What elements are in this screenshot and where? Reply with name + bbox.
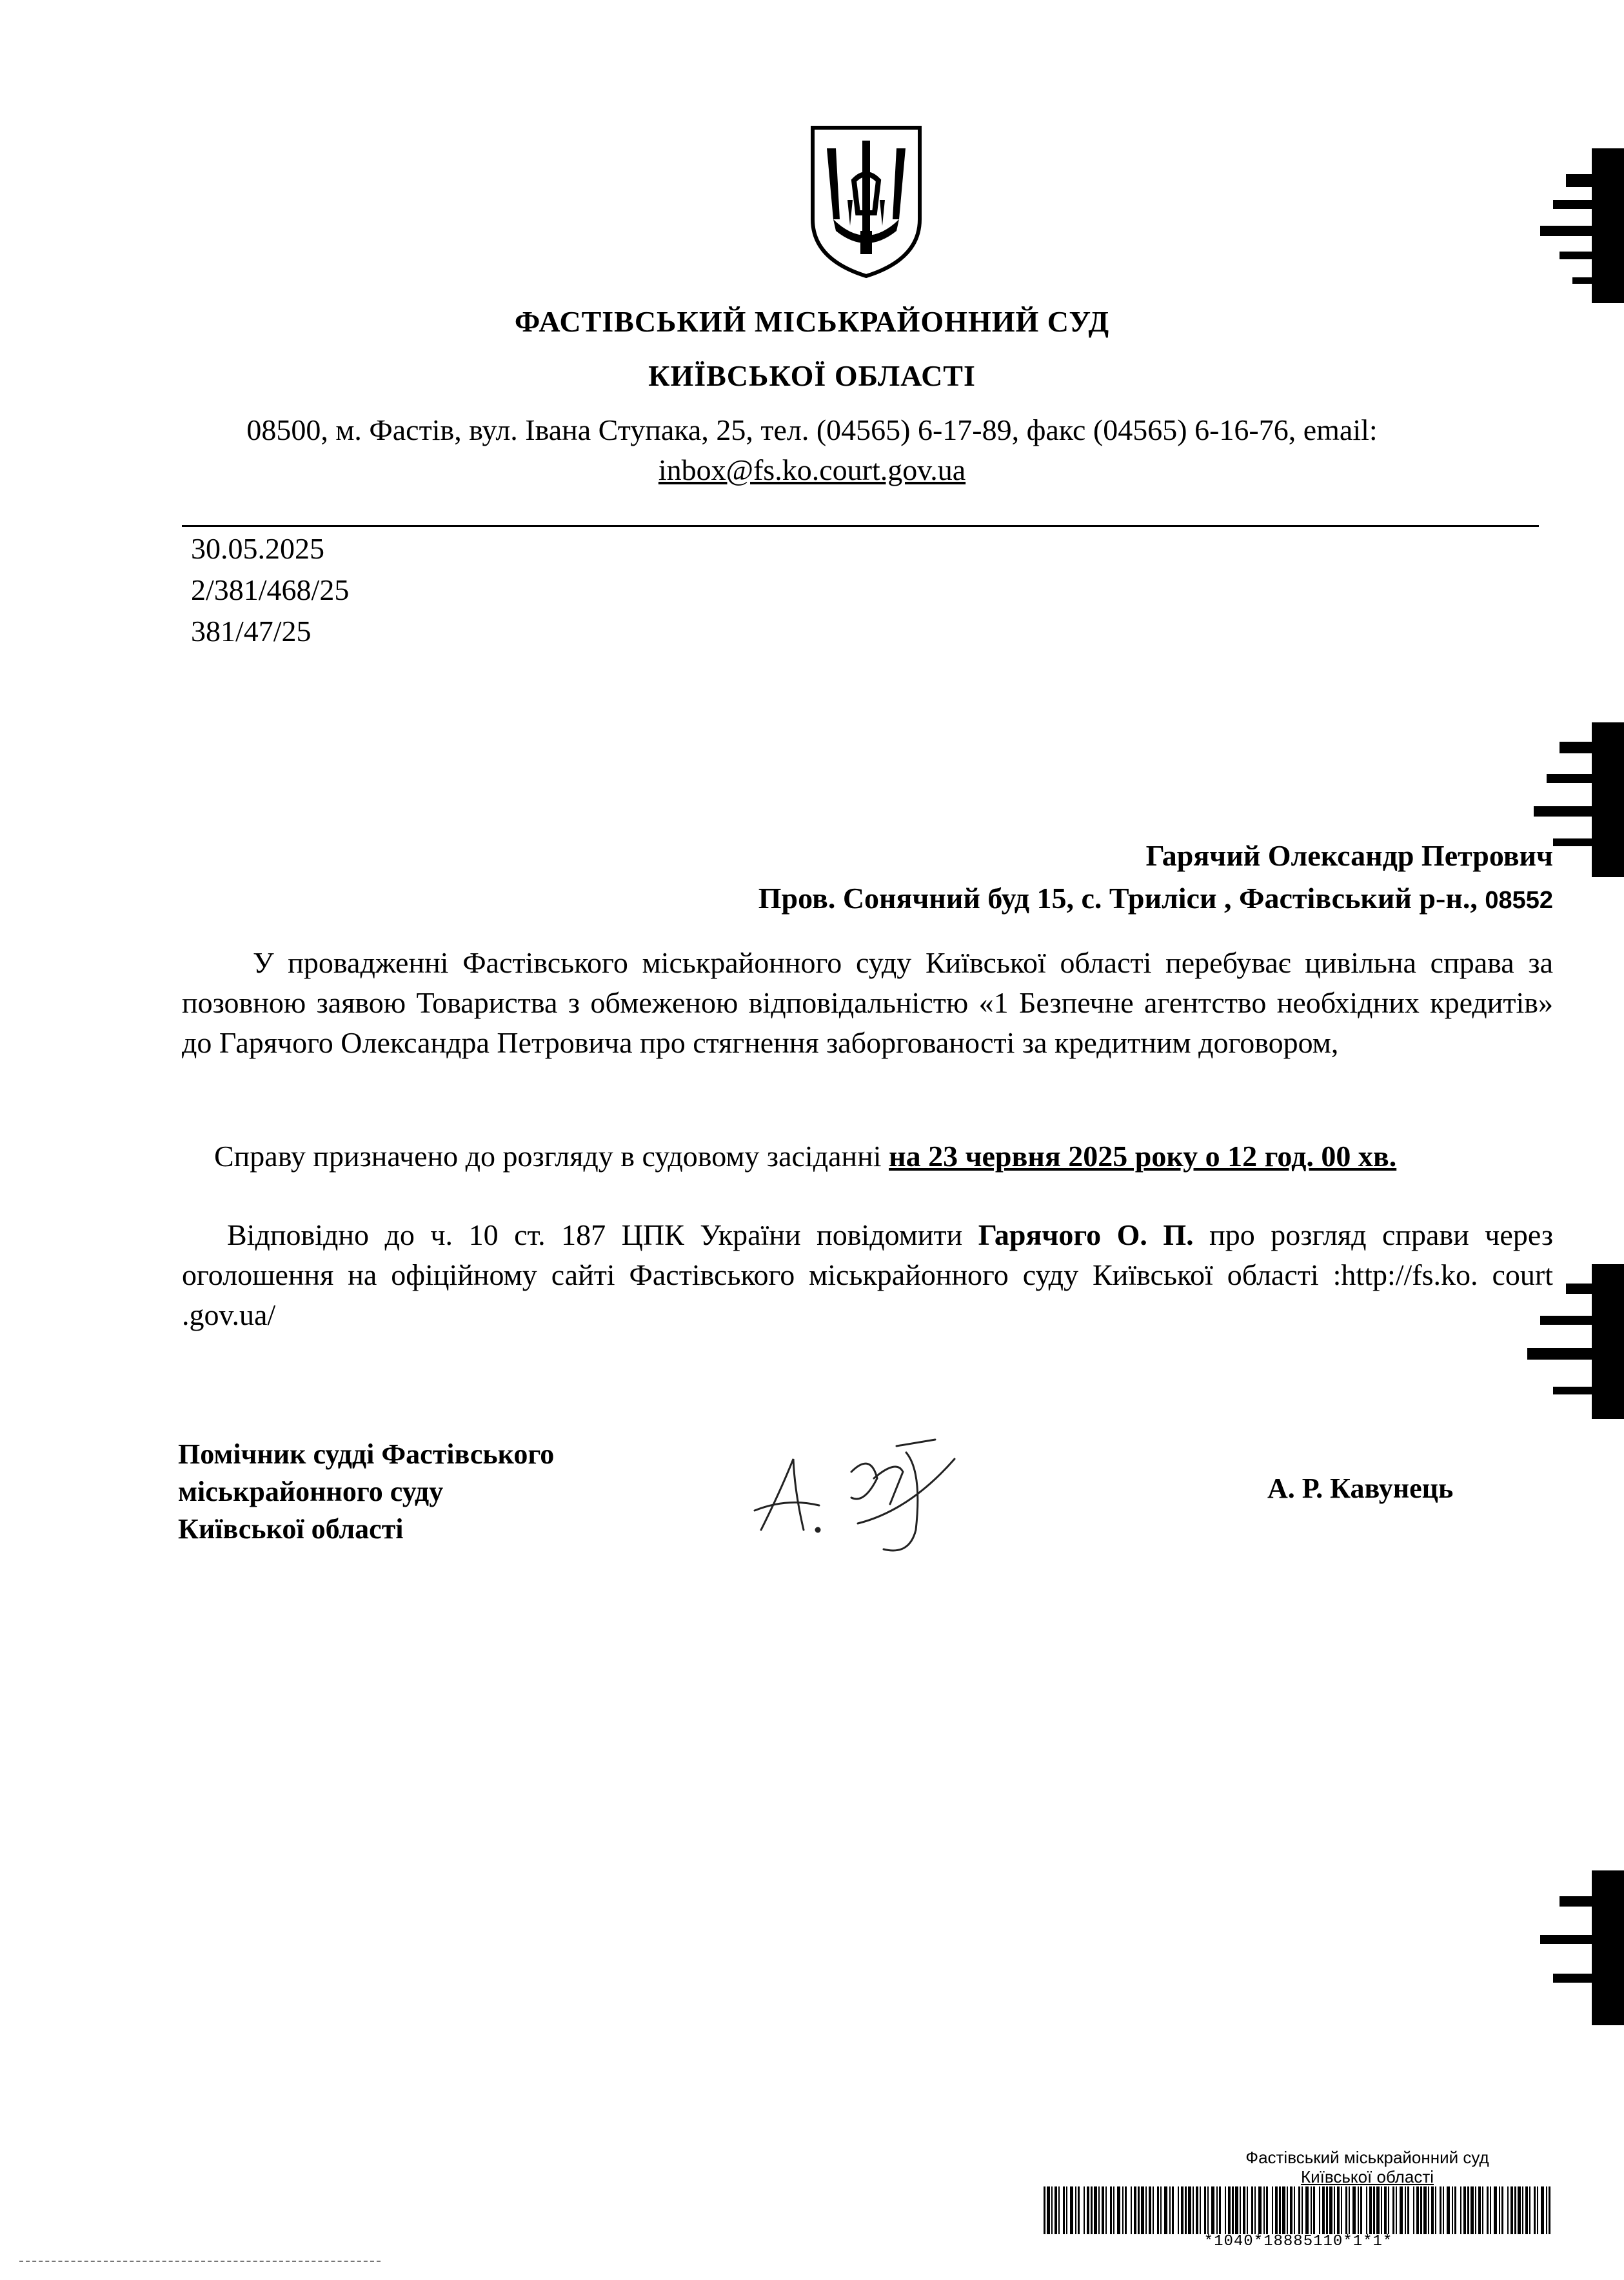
barcode-bar xyxy=(1172,2186,1174,2234)
barcode-bar xyxy=(1044,2186,1045,2234)
court-email-link[interactable]: inbox@fs.ko.court.gov.ua xyxy=(658,453,966,486)
hearing-text: Справу призначено до розгляду в судовому засіданні xyxy=(214,1140,889,1173)
barcode-bar xyxy=(1349,2186,1350,2234)
notice-text-after: про розгляд справи через оголошення на офіційному сайті Фастівського міськрайонного суду Київської області :http://fs.ko. court .gov.ua/ xyxy=(182,1218,1553,1331)
court-email xyxy=(0,453,1624,487)
handwritten-signature xyxy=(742,1433,974,1562)
barcode-bar xyxy=(1113,2186,1114,2234)
signer-title-line-1: Помічник судді Фастівського xyxy=(178,1438,555,1470)
coat-of-arms-icon xyxy=(807,123,925,280)
barcode-bar xyxy=(1443,2186,1444,2234)
barcode-bar xyxy=(1366,2186,1367,2234)
barcode-bar xyxy=(1178,2186,1179,2234)
barcode-bar xyxy=(1507,2186,1509,2234)
barcode-bar xyxy=(1420,2186,1422,2234)
barcode-bar xyxy=(1319,2186,1320,2234)
scan-artifact xyxy=(1514,148,1624,303)
court-address: 08500, м. Фастів, вул. Івана Ступака, 25, тел. (04565) 6-17-89, факс (04565) 6-16-76, email: xyxy=(246,413,1378,446)
barcode-bar xyxy=(1400,2186,1403,2234)
stamp-court-region: Київської області xyxy=(1300,2167,1434,2186)
court-name: ФАСТІВСЬКИЙ МІСЬКРАЙОННИЙ СУД xyxy=(514,305,1110,338)
barcode-bar xyxy=(1102,2186,1104,2234)
barcode-bar xyxy=(1105,2186,1107,2234)
barcode-bar xyxy=(1051,2186,1053,2234)
barcode-text: *1040*18885110*1*1* xyxy=(1203,2233,1393,2250)
barcode-bar xyxy=(1440,2186,1441,2234)
barcode-bar xyxy=(1169,2186,1171,2234)
addressee-postcode: 08552 xyxy=(1485,887,1553,914)
barcode-bar xyxy=(1055,2186,1057,2234)
barcode-bar xyxy=(1266,2186,1268,2234)
barcode-bar xyxy=(1228,2186,1231,2234)
barcode-bar xyxy=(1066,2186,1067,2234)
barcode-bar xyxy=(1405,2186,1406,2234)
body-paragraph-1: У провадженні Фастівського міськрайонного суду Київської області перебуває цивільна справа за позовною заявою Товариства з обмеженою відповідальністю «1 Безпечне агентство необхідних кредитів» до Гарячого Олександра Петровича про стягнення заборгованості за кредитним договором, xyxy=(182,946,1553,1059)
signer-title-line-3: Київської області xyxy=(178,1513,404,1545)
barcode-bar xyxy=(1200,2186,1201,2234)
barcode-bar xyxy=(1058,2186,1060,2234)
signer-title xyxy=(178,1436,694,1548)
barcode-icon xyxy=(1044,2186,1553,2234)
signer-name: А. Р. Кавунець xyxy=(1267,1472,1454,1504)
barcode-bar xyxy=(1138,2186,1140,2234)
scan-artifact xyxy=(1514,1264,1624,1419)
barcode-bar xyxy=(1534,2186,1536,2234)
barcode-bar xyxy=(1117,2186,1120,2234)
barcode-bar xyxy=(1396,2186,1397,2234)
barcode-bar xyxy=(1063,2186,1065,2234)
defendant-short-name: Гарячого О. П. xyxy=(978,1218,1194,1251)
barcode-bar xyxy=(1334,2186,1335,2234)
outgoing-number: 381/47/25 xyxy=(191,615,312,648)
barcode-bar xyxy=(1232,2186,1234,2234)
addressee-street: Пров. Сонячний буд 15, с. Триліси , Фастівський р-н., xyxy=(758,882,1478,915)
barcode-bar xyxy=(1546,2186,1547,2234)
barcode-bar xyxy=(1193,2186,1194,2234)
barcode-bar xyxy=(1460,2186,1461,2234)
barcode-bar xyxy=(1275,2186,1278,2234)
barcode-bar xyxy=(1494,2186,1497,2234)
barcode-bar xyxy=(1311,2186,1312,2234)
barcode-bar xyxy=(1305,2186,1309,2234)
barcode-bar xyxy=(1258,2186,1262,2234)
barcode-bar xyxy=(1134,2186,1136,2234)
barcode-bar xyxy=(1185,2186,1187,2234)
barcode-bar xyxy=(1529,2186,1530,2234)
barcode-bar xyxy=(1384,2186,1387,2234)
barcode-bar xyxy=(1157,2186,1159,2234)
document-date: 30.05.2025 xyxy=(191,532,324,565)
barcode-bar xyxy=(1482,2186,1483,2234)
barcode-bar xyxy=(1475,2186,1476,2234)
court-region: КИЇВСЬКОЇ ОБЛАСТІ xyxy=(648,359,976,392)
header-divider xyxy=(182,525,1539,527)
barcode-bar xyxy=(1287,2186,1288,2234)
barcode-bar xyxy=(1407,2186,1409,2234)
barcode-bar xyxy=(1428,2186,1429,2234)
barcode-bar xyxy=(1471,2186,1474,2234)
barcode-bar xyxy=(1413,2186,1414,2234)
barcode-bar xyxy=(1211,2186,1214,2234)
hearing-date: на 23 червня 2025 року о 12 год. 00 хв. xyxy=(889,1140,1397,1173)
barcode-bar xyxy=(1423,2186,1427,2234)
barcode-bar xyxy=(1098,2186,1100,2234)
barcode-bar xyxy=(1164,2186,1167,2234)
body-paragraph-3 xyxy=(182,1215,1553,1335)
barcode-bar xyxy=(1431,2186,1434,2234)
barcode-bar xyxy=(1298,2186,1300,2234)
barcode-bar xyxy=(1360,2186,1362,2234)
barcode-bar xyxy=(1131,2186,1132,2234)
barcode-bar xyxy=(1110,2186,1112,2234)
barcode-bar xyxy=(1490,2186,1491,2234)
signer-title-line-2: міськрайонного суду xyxy=(178,1476,444,1507)
barcode-bar xyxy=(1541,2186,1544,2234)
barcode-bar xyxy=(1454,2186,1456,2234)
case-number: 2/381/468/25 xyxy=(191,573,350,606)
barcode-bar xyxy=(1435,2186,1436,2234)
addressee-address xyxy=(758,881,1553,915)
barcode-bar xyxy=(1204,2186,1206,2234)
barcode-bar xyxy=(1416,2186,1419,2234)
barcode-bar xyxy=(1153,2186,1154,2234)
barcode-bar xyxy=(1522,2186,1523,2234)
barcode-bar xyxy=(1525,2186,1528,2234)
barcode-bar xyxy=(1352,2186,1356,2234)
barcode-bar xyxy=(1478,2186,1481,2234)
barcode-bar xyxy=(1369,2186,1372,2234)
barcode-bar xyxy=(1225,2186,1226,2234)
barcode-bar xyxy=(1381,2186,1382,2234)
barcode-bar xyxy=(1537,2186,1538,2234)
barcode-bar xyxy=(1463,2186,1466,2234)
barcode-bar xyxy=(1047,2186,1050,2234)
barcode-bar xyxy=(1290,2186,1292,2234)
notice-text-before: Відповідно до ч. 10 ст. 187 ЦПК України повідомити xyxy=(227,1218,978,1251)
barcode-bar xyxy=(1514,2186,1516,2234)
barcode-bar xyxy=(1518,2186,1521,2234)
barcode-bar xyxy=(1272,2186,1273,2234)
scan-artifact xyxy=(1514,722,1624,877)
barcode-bar xyxy=(1235,2186,1238,2234)
barcode-bar xyxy=(1254,2186,1256,2234)
barcode-bar xyxy=(1358,2186,1359,2234)
barcode-bar xyxy=(1376,2186,1380,2234)
barcode-bar xyxy=(1279,2186,1281,2234)
barcode-bar xyxy=(1078,2186,1080,2234)
barcode-bar xyxy=(1216,2186,1218,2234)
barcode-bar xyxy=(1149,2186,1151,2234)
barcode-bar xyxy=(1219,2186,1221,2234)
barcode-bar xyxy=(1094,2186,1097,2234)
barcode-bar xyxy=(1240,2186,1241,2234)
barcode-bar xyxy=(1188,2186,1191,2234)
stamp-court-name: Фастівський міськрайонний суд xyxy=(1245,2148,1489,2167)
barcode-bar xyxy=(1251,2186,1253,2234)
barcode-bar xyxy=(1326,2186,1328,2234)
barcode-bar xyxy=(1294,2186,1295,2234)
barcode-bar xyxy=(1337,2186,1340,2234)
barcode-bar xyxy=(1282,2186,1285,2234)
barcode-bar xyxy=(1145,2186,1147,2234)
barcode-bar xyxy=(1392,2186,1394,2234)
barcode-bar xyxy=(1243,2186,1245,2234)
barcode-bar xyxy=(1181,2186,1183,2234)
barcode-bar xyxy=(1247,2186,1248,2234)
addressee-name: Гарячий Олександр Петрович xyxy=(1145,839,1553,872)
barcode-bar xyxy=(1322,2186,1325,2234)
body-paragraph-2 xyxy=(182,1136,1553,1176)
barcode-bar xyxy=(1070,2186,1073,2234)
barcode-bar xyxy=(1207,2186,1209,2234)
barcode-bar xyxy=(1196,2186,1198,2234)
barcode-bar xyxy=(1549,2186,1550,2234)
barcode-bar xyxy=(1087,2186,1089,2234)
barcode-bar xyxy=(1510,2186,1513,2234)
barcode-bar xyxy=(1313,2186,1315,2234)
barcode-bar xyxy=(1329,2186,1332,2234)
barcode-bar xyxy=(1499,2186,1500,2234)
barcode-bar xyxy=(1388,2186,1389,2234)
barcode-bar xyxy=(1084,2186,1085,2234)
barcode-bar xyxy=(1302,2186,1303,2234)
barcode-bar xyxy=(1373,2186,1375,2234)
barcode-bar xyxy=(1125,2186,1127,2234)
barcode-bar xyxy=(1452,2186,1453,2234)
barcode-bar xyxy=(1501,2186,1503,2234)
barcode-bar xyxy=(1091,2186,1093,2234)
barcode-bar xyxy=(1487,2186,1489,2234)
barcode-bar xyxy=(1263,2186,1265,2234)
barcode-bar xyxy=(1447,2186,1450,2234)
barcode-bar xyxy=(1467,2186,1469,2234)
barcode-bar xyxy=(1141,2186,1144,2234)
barcode-bar xyxy=(1345,2186,1347,2234)
barcode-bar xyxy=(1122,2186,1124,2234)
page-edge-line xyxy=(19,2261,381,2262)
barcode-bar xyxy=(1075,2186,1076,2234)
barcode-bar xyxy=(1341,2186,1342,2234)
scan-artifact xyxy=(1514,1870,1624,2025)
barcode-bar xyxy=(1160,2186,1162,2234)
